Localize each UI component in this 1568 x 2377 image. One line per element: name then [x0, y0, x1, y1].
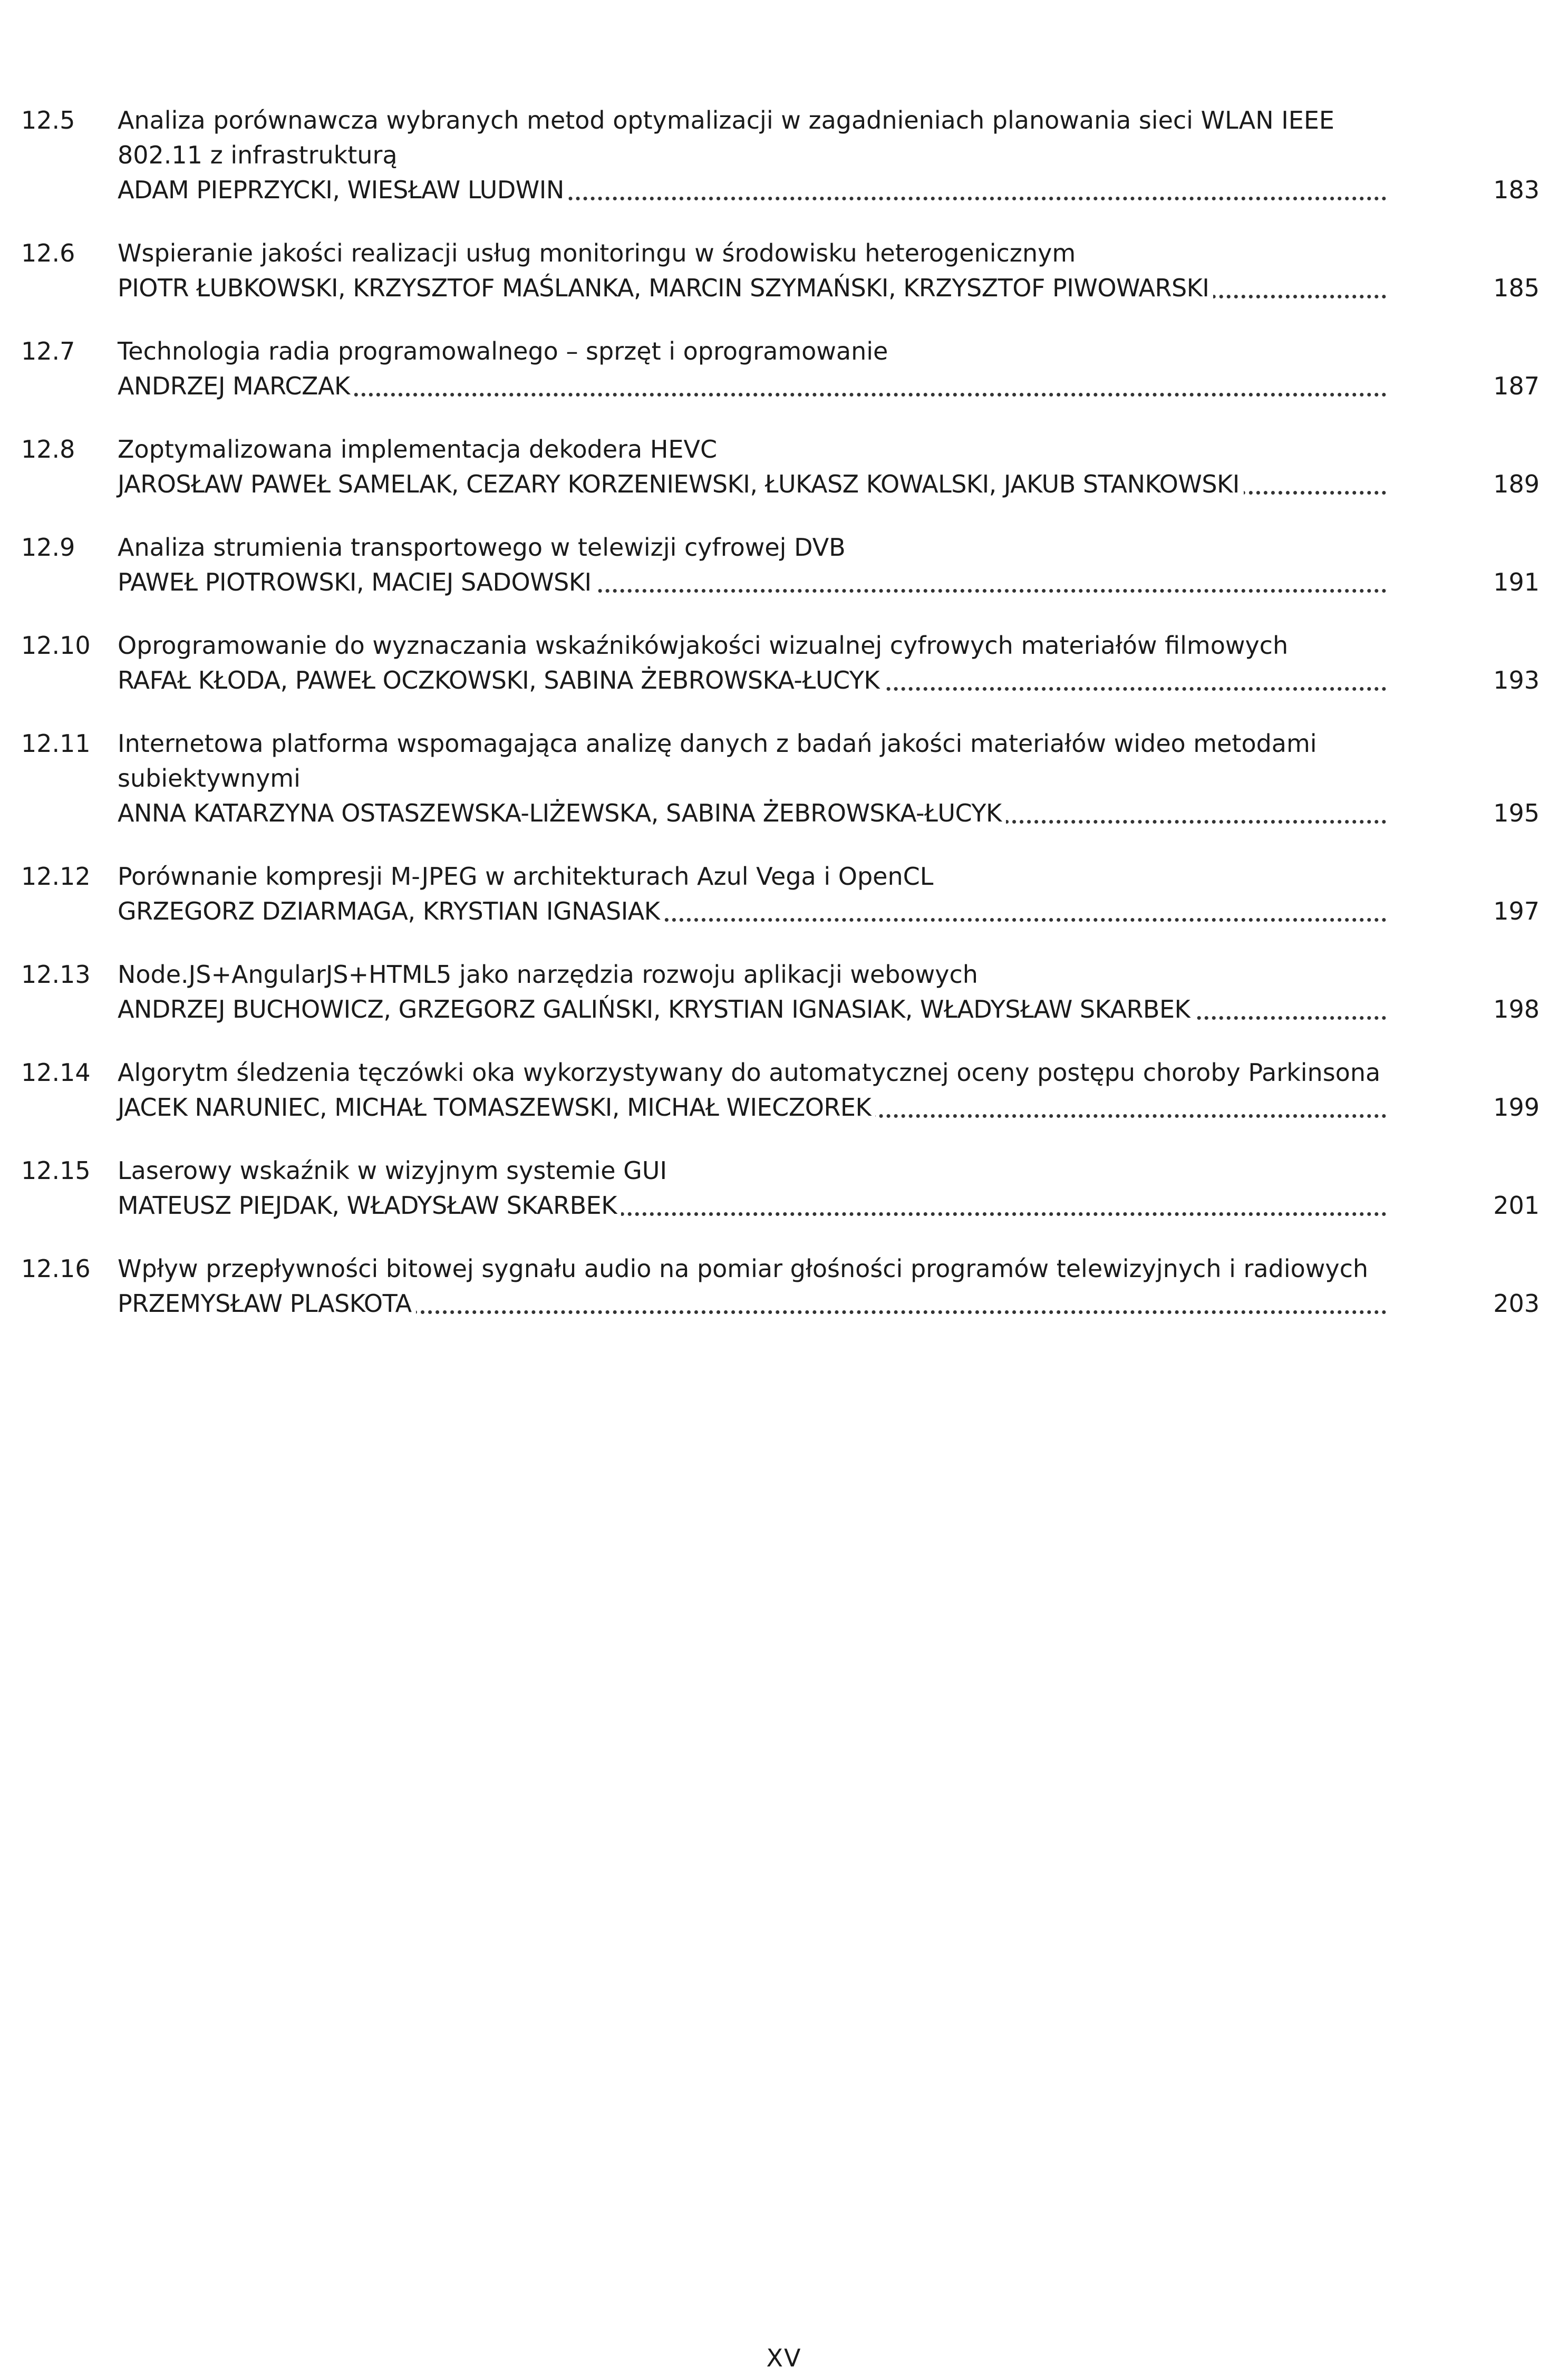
entry-authors-line	[118, 270, 1540, 305]
entry-number: 12.11	[21, 729, 91, 758]
entry-number: 12.9	[21, 533, 75, 562]
entry-body	[118, 530, 1540, 600]
entry-body	[118, 432, 1540, 501]
table-of-contents	[21, 103, 1540, 1349]
entry-authors: JACEK NARUNIEC, MICHAŁ TOMASZEWSKI, MICHAŁ WIECZOREK	[118, 1090, 875, 1125]
toc-entry	[21, 957, 1540, 1027]
entry-number: 12.14	[21, 1058, 91, 1087]
entry-body	[118, 1251, 1540, 1321]
entry-number: 12.16	[21, 1254, 91, 1283]
entry-title: Node.JS+AngularJS+HTML5 jako narzędzia rozwoju aplikacji webowych	[118, 960, 978, 989]
toc-entry	[21, 1055, 1540, 1125]
entry-page-number: 198	[1493, 995, 1540, 1023]
entry-number: 12.10	[21, 631, 91, 660]
entry-title: Wspieranie jakości realizacji usług monitoringu w środowisku heterogenicznym	[118, 239, 1076, 267]
entry-body	[118, 236, 1540, 305]
entry-number: 12.6	[21, 239, 75, 267]
entry-authors: GRZEGORZ DZIARMAGA, KRYSTIAN IGNASIAK	[118, 894, 664, 929]
toc-entry	[21, 334, 1540, 403]
entry-title: Technologia radia programowalnego – sprzęt i oprogramowanie	[118, 337, 888, 365]
entry-title: Zoptymalizowana implementacja dekodera HEVC	[118, 435, 718, 463]
entry-title: Algorytm śledzenia tęczówki oka wykorzystywany do automatycznej oceny postępu choroby Parkinsona	[118, 1058, 1381, 1087]
entry-number: 12.12	[21, 862, 91, 891]
entry-body	[118, 1055, 1540, 1125]
toc-entry	[21, 628, 1540, 698]
entry-title: Analiza porównawcza wybranych metod optymalizacji w zagadnieniach planowania sieci WLAN IEEE 802.11 z infrastrukturą	[118, 106, 1334, 169]
entry-body	[118, 957, 1540, 1027]
entry-number: 12.15	[21, 1156, 91, 1185]
entry-authors: ANNA KATARZYNA OSTASZEWSKA-LIŻEWSKA, SABINA ŻEBROWSKA-ŁUCYK	[118, 796, 1006, 830]
entry-page-number: 203	[1493, 1289, 1540, 1318]
entry-page-number: 187	[1493, 372, 1540, 400]
entry-authors-line	[118, 1090, 1540, 1125]
entry-authors: PRZEMYSŁAW PLASKOTA	[118, 1286, 416, 1321]
entry-body	[118, 628, 1540, 698]
entry-number: 12.5	[21, 106, 75, 134]
entry-title: Laserowy wskaźnik w wizyjnym systemie GUI	[118, 1156, 667, 1185]
entry-authors: RAFAŁ KŁODA, PAWEŁ OCZKOWSKI, SABINA ŻEBROWSKA-ŁUCYK	[118, 663, 884, 698]
entry-page-number: 193	[1493, 666, 1540, 694]
entry-authors-line	[118, 992, 1540, 1027]
entry-title: Wpływ przepływności bitowej sygnału audio na pomiar głośności programów telewizyjnych i radiowych	[118, 1254, 1369, 1283]
entry-page-number: 185	[1493, 274, 1540, 302]
entry-page-number: 199	[1493, 1093, 1540, 1122]
entry-authors-line	[118, 663, 1540, 698]
entry-title: Oprogramowanie do wyznaczania wskaźnikówjakości wizualnej cyfrowych materiałów filmowych	[118, 631, 1289, 660]
toc-entry	[21, 236, 1540, 305]
entry-authors: PAWEŁ PIOTROWSKI, MACIEJ SADOWSKI	[118, 565, 596, 600]
entry-page-number: 183	[1493, 176, 1540, 204]
entry-authors: MATEUSZ PIEJDAK, WŁADYSŁAW SKARBEK	[118, 1188, 621, 1223]
page-folio: XV	[766, 2344, 802, 2372]
entry-body	[118, 859, 1540, 929]
entry-authors: PIOTR ŁUBKOWSKI, KRZYSZTOF MAŚLANKA, MARCIN SZYMAŃSKI, KRZYSZTOF PIWOWARSKI	[118, 270, 1213, 305]
entry-authors-line	[118, 1188, 1540, 1223]
toc-entry	[21, 1251, 1540, 1321]
entry-authors-line	[118, 894, 1540, 929]
toc-entry	[21, 103, 1540, 207]
entry-body	[118, 1153, 1540, 1223]
toc-entry	[21, 726, 1540, 830]
entry-authors-line	[118, 172, 1540, 207]
entry-authors-line	[118, 369, 1540, 403]
entry-authors: JAROSŁAW PAWEŁ SAMELAK, CEZARY KORZENIEWSKI, ŁUKASZ KOWALSKI, JAKUB STANKOWSKI	[118, 467, 1244, 501]
entry-page-number: 197	[1493, 897, 1540, 925]
entry-number: 12.13	[21, 960, 91, 989]
entry-authors: ANDRZEJ BUCHOWICZ, GRZEGORZ GALIŃSKI, KRYSTIAN IGNASIAK, WŁADYSŁAW SKARBEK	[118, 992, 1194, 1027]
entry-page-number: 201	[1493, 1191, 1540, 1220]
entry-number: 12.8	[21, 435, 75, 463]
entry-authors: ADAM PIEPRZYCKI, WIESŁAW LUDWIN	[118, 172, 568, 207]
entry-title: Analiza strumienia transportowego w telewizji cyfrowej DVB	[118, 533, 846, 562]
entry-title: Porównanie kompresji M-JPEG w architekturach Azul Vega i OpenCL	[118, 862, 934, 891]
entry-authors: ANDRZEJ MARCZAK	[118, 369, 354, 403]
entry-page-number: 191	[1493, 568, 1540, 596]
entry-number: 12.7	[21, 337, 75, 365]
entry-body	[118, 103, 1540, 207]
entry-body	[118, 726, 1540, 830]
toc-entry	[21, 432, 1540, 501]
entry-page-number: 195	[1493, 799, 1540, 827]
entry-authors-line	[118, 1286, 1540, 1321]
entry-page-number: 189	[1493, 470, 1540, 498]
entry-authors-line	[118, 796, 1540, 830]
entry-title: Internetowa platforma wspomagająca analizę danych z badań jakości materiałów wideo metodami subiektywnymi	[118, 729, 1317, 793]
entry-authors-line	[118, 565, 1540, 600]
entry-authors-line	[118, 467, 1540, 501]
toc-entry	[21, 859, 1540, 929]
toc-entry	[21, 1153, 1540, 1223]
toc-entry	[21, 530, 1540, 600]
entry-body	[118, 334, 1540, 403]
